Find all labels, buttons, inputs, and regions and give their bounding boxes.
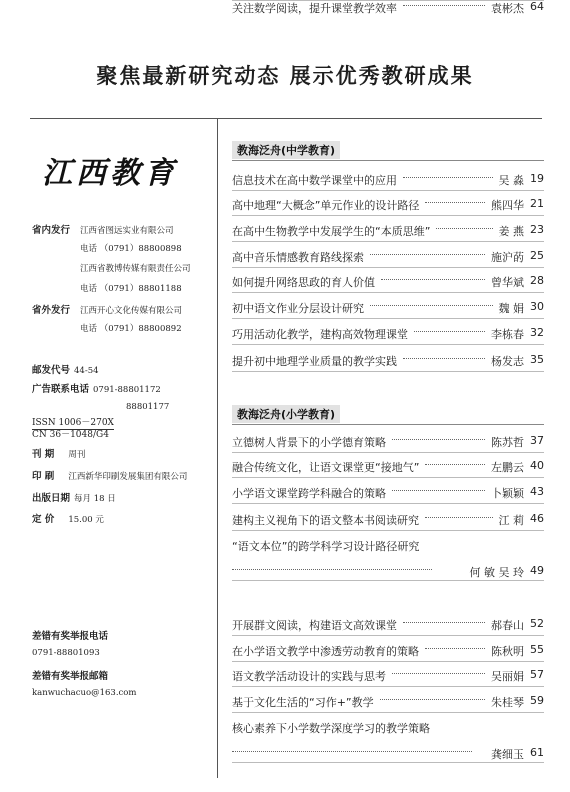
value: 江西省图远实业有限公司 (80, 226, 174, 236)
entry-author: 左鹏云 (491, 461, 524, 474)
price-line: 定 价 15.00 元 (32, 514, 104, 525)
leader-dots (380, 699, 485, 700)
section-rule (232, 424, 544, 425)
entry-title: 融合传统文化，让语文课堂更“接地气” (232, 461, 420, 474)
entry-title: 小学语文课堂跨学科融合的策略 (232, 487, 386, 500)
entry-title: 信息技术在高中数学课堂中的应用 (232, 174, 397, 187)
entry-title: 语文教学活动设计的实践与思考 (232, 670, 386, 683)
leader-dots (425, 517, 493, 518)
entry-title: 高中地理“大概念”单元作业的设计路径 (232, 199, 420, 212)
section-rule (232, 160, 544, 161)
entry-author: 何 敏 吴 玲 (469, 566, 524, 579)
publisher-line (32, 322, 182, 334)
entry-page: 28 (530, 274, 544, 287)
row-divider (232, 477, 544, 478)
entry-page: 23 (530, 223, 544, 236)
publisher-line (32, 302, 182, 316)
row-divider (232, 344, 544, 345)
publisher-line (32, 222, 174, 236)
entry-title: 关注数学阅读，提升课堂教学效率 (232, 2, 397, 15)
leader-dots (403, 177, 493, 178)
period-line: 刊 期 周刊 (32, 449, 86, 460)
entry-title: 建构主义视角下的语文整本书阅读研究 (232, 514, 419, 527)
issn-block: ISSN 1006－270X CN 36－1048/G4 (32, 418, 114, 440)
toc-entry[interactable] (232, 172, 544, 188)
row-divider (232, 686, 544, 687)
toc-entry[interactable] (232, 720, 544, 762)
entry-page: 64 (530, 0, 544, 13)
publisher-line (32, 262, 191, 274)
leader-dots (425, 648, 485, 649)
row-divider (232, 712, 544, 713)
entry-title: 高中音乐情感教育路线探索 (232, 251, 364, 264)
entry-page: 25 (530, 249, 544, 262)
entry-title: “语文本位”的跨学科学习设计路径研究 (232, 540, 420, 553)
value: 江西省教博传媒有限责任公司 (80, 264, 191, 274)
entry-page: 32 (530, 326, 544, 339)
entry-page: 19 (530, 172, 544, 185)
toc-entry[interactable] (232, 326, 544, 342)
entry-title: 巧用活动化教学，建构高效物理课堂 (232, 328, 408, 341)
row-divider (232, 503, 544, 504)
magazine-logo: 江西教育 (42, 156, 178, 191)
entry-author: 陈苏哲 (491, 436, 524, 449)
row-divider (232, 530, 544, 531)
toc-entry[interactable] (232, 538, 544, 580)
section-title: 教海泛舟(中学教育) (232, 141, 340, 159)
row-divider (232, 762, 544, 763)
leader-dots (425, 202, 485, 203)
entry-author: 杨发志 (491, 355, 524, 368)
row-divider (232, 241, 544, 242)
row-divider (232, 0, 544, 1)
entry-title: 核心素养下小学数学深度学习的教学策略 (232, 722, 430, 735)
toc-entry[interactable] (232, 694, 544, 710)
entry-author: 李栋春 (491, 328, 524, 341)
row-divider (232, 371, 544, 372)
leader-dots (381, 279, 485, 280)
row-divider (232, 190, 544, 191)
entry-page: 35 (530, 353, 544, 366)
entry-page: 52 (530, 617, 544, 630)
entry-author: 曾华斌 (491, 276, 524, 289)
toc-entry[interactable] (232, 434, 544, 450)
entry-page: 43 (530, 485, 544, 498)
toc-entry[interactable] (232, 353, 544, 369)
entry-title: 开展群文阅读，构建语文高效课堂 (232, 619, 397, 632)
report-email: kanwuchacuo@163.com (32, 688, 137, 698)
leader-dots (392, 673, 485, 674)
entry-title: 在高中生物教学中发展学生的“本质思维” (232, 225, 431, 238)
leader-dots (392, 439, 485, 440)
leader-dots (370, 254, 485, 255)
entry-author: 施沪菂 (491, 251, 524, 264)
entry-title: 如何提升网络思政的育人价值 (232, 276, 375, 289)
toc-entry[interactable] (232, 223, 544, 239)
publisher-line (32, 282, 182, 294)
entry-author: 魏 娟 (498, 302, 524, 315)
row-divider (232, 215, 544, 216)
entry-author: 袁彬杰 (491, 2, 524, 15)
row-divider (232, 580, 544, 581)
toc-entry[interactable] (232, 274, 544, 290)
entry-page: 30 (530, 300, 544, 313)
entry-page: 21 (530, 197, 544, 210)
label: 省外发行 (32, 305, 71, 316)
row-divider (232, 318, 544, 319)
date-line: 出版日期 每月 18 日 (32, 493, 116, 504)
leader-dots (403, 5, 485, 6)
leader-dots (414, 331, 485, 332)
value: 电话 （0791）88800892 (80, 324, 182, 334)
entry-title: 立德树人背景下的小学德育策略 (232, 436, 386, 449)
entry-page: 46 (530, 512, 544, 525)
toc-entry[interactable] (232, 0, 544, 16)
row-divider (232, 635, 544, 636)
entry-author: 朱桂琴 (491, 696, 524, 709)
row-divider (232, 267, 544, 268)
row-divider (232, 292, 544, 293)
ad-line: 广告联系电话 0791-88801172 (32, 384, 161, 395)
leader-dots (403, 622, 485, 623)
toc-entry[interactable] (232, 249, 544, 265)
ad-phone-2: 88801177 (126, 402, 170, 412)
toc-entry[interactable] (232, 643, 544, 659)
entry-page: 61 (530, 746, 544, 759)
leader-dots (436, 228, 493, 229)
entry-title: 基于文化生活的“习作+”教学 (232, 696, 374, 709)
toc-entry[interactable] (232, 485, 544, 501)
leader-dots (232, 751, 472, 752)
leader-dots (403, 358, 485, 359)
toc-entry[interactable] (232, 617, 544, 633)
entry-title: 在小学语文教学中渗透劳动教育的策略 (232, 645, 419, 658)
page-banner: 聚焦最新研究动态 展示优秀教研成果 (96, 64, 474, 88)
leader-dots (232, 569, 432, 570)
column-divider (217, 118, 218, 778)
entry-page: 59 (530, 694, 544, 707)
entry-author: 江 莉 (498, 514, 524, 527)
toc-entry[interactable] (232, 459, 544, 475)
label: 省内发行 (32, 225, 71, 236)
entry-title: 初中语文作业分层设计研究 (232, 302, 364, 315)
report-phone-label: 差错有奖举报电话 (32, 631, 109, 642)
value: 电话 （0791）88801188 (80, 284, 182, 294)
leader-dots (370, 305, 493, 306)
entry-title: 提升初中地理学业质量的教学实践 (232, 355, 397, 368)
entry-author: 吴 淼 (498, 174, 524, 187)
postcode-line: 邮发代号 44-54 (32, 365, 99, 376)
printer-line: 印 刷 江西新华印刷发展集团有限公司 (32, 471, 188, 482)
report-email-label: 差错有奖举报邮箱 (32, 671, 109, 682)
leader-dots (392, 490, 485, 491)
entry-page: 49 (530, 564, 544, 577)
entry-author: 郝春山 (491, 619, 524, 632)
entry-author: 吴丽娟 (491, 670, 524, 683)
toc-entry[interactable] (232, 300, 544, 316)
publisher-line (32, 242, 182, 254)
entry-author: 姜 燕 (498, 225, 524, 238)
report-phone: 0791-88801093 (32, 648, 100, 658)
entry-page: 57 (530, 668, 544, 681)
entry-author: 卜颖颖 (491, 487, 524, 500)
row-divider (232, 661, 544, 662)
toc-entry[interactable] (232, 512, 544, 528)
toc-entry[interactable] (232, 668, 544, 684)
toc-entry[interactable] (232, 197, 544, 213)
entry-page: 40 (530, 459, 544, 472)
entry-author: 熊四华 (491, 199, 524, 212)
value: 江西开心文化传媒有限公司 (80, 306, 183, 316)
leader-dots (425, 464, 485, 465)
entry-page: 55 (530, 643, 544, 656)
value: 电话 （0791）88800898 (80, 244, 182, 254)
entry-page: 37 (530, 434, 544, 447)
section-title: 教海泛舟(小学教育) (232, 405, 340, 423)
top-rule (30, 118, 542, 119)
entry-author: 陈秋明 (491, 645, 524, 658)
entry-author: 龚细玉 (491, 748, 524, 761)
row-divider (232, 452, 544, 453)
